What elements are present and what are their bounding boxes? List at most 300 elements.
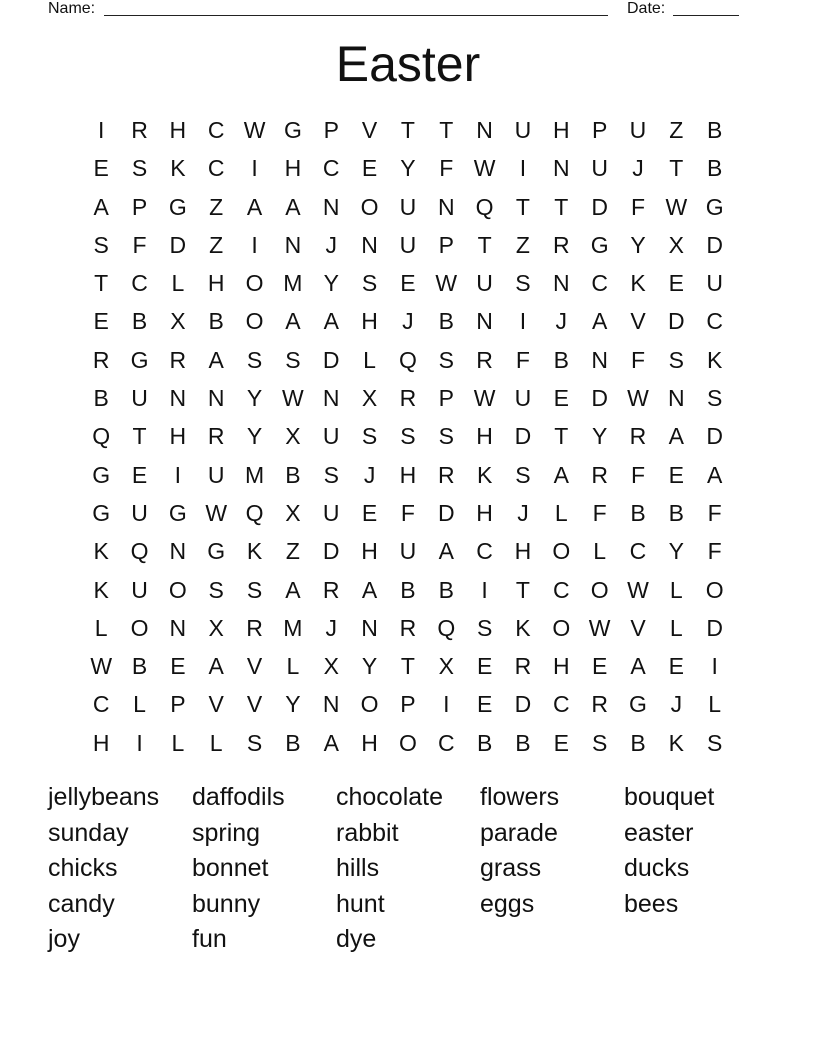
- grid-letter[interactable]: D: [668, 308, 685, 335]
- grid-letter[interactable]: I: [481, 576, 488, 603]
- grid-letter[interactable]: T: [554, 193, 569, 220]
- grid-letter[interactable]: L: [554, 499, 568, 526]
- grid-letter[interactable]: F: [439, 155, 454, 182]
- grid-letter[interactable]: E: [668, 653, 684, 680]
- grid-letter[interactable]: J: [363, 461, 376, 488]
- grid-letter[interactable]: V: [361, 117, 378, 143]
- grid-letter[interactable]: N: [476, 308, 493, 335]
- grid-letter[interactable]: C: [92, 691, 110, 718]
- grid-letter[interactable]: Y: [323, 270, 339, 297]
- grid-letter[interactable]: S: [668, 346, 684, 373]
- grid-letter[interactable]: U: [131, 499, 148, 526]
- grid-letter[interactable]: F: [132, 231, 147, 258]
- grid-letter[interactable]: F: [630, 193, 646, 220]
- grid-letter[interactable]: A: [438, 538, 454, 565]
- grid-letter[interactable]: W: [588, 614, 611, 641]
- grid-letter[interactable]: N: [361, 614, 378, 641]
- grid-letter[interactable]: C: [437, 729, 455, 756]
- grid-letter[interactable]: P: [438, 231, 454, 258]
- grid-letter[interactable]: U: [706, 270, 723, 297]
- grid-letter[interactable]: C: [131, 270, 148, 297]
- grid-letter[interactable]: W: [205, 499, 228, 526]
- grid-letter[interactable]: J: [402, 308, 414, 335]
- grid-letter[interactable]: U: [629, 117, 647, 143]
- grid-letter[interactable]: U: [476, 270, 493, 297]
- grid-letter[interactable]: R: [629, 423, 647, 450]
- grid-letter[interactable]: D: [437, 499, 455, 526]
- grid-letter[interactable]: U: [322, 423, 340, 450]
- grid-letter[interactable]: U: [399, 231, 417, 258]
- grid-letter[interactable]: S: [93, 231, 109, 258]
- grid-letter[interactable]: F: [592, 499, 607, 526]
- grid-letter[interactable]: U: [322, 499, 340, 526]
- grid-letter[interactable]: N: [207, 385, 225, 412]
- grid-letter[interactable]: T: [477, 231, 492, 258]
- grid-letter[interactable]: T: [515, 576, 530, 603]
- grid-letter[interactable]: I: [443, 691, 450, 718]
- grid-letter[interactable]: H: [476, 499, 493, 526]
- grid-letter[interactable]: O: [168, 576, 187, 603]
- grid-letter[interactable]: B: [131, 653, 148, 680]
- grid-letter[interactable]: C: [476, 538, 493, 565]
- grid-letter[interactable]: E: [476, 691, 493, 718]
- grid-letter[interactable]: S: [515, 461, 531, 488]
- grid-letter[interactable]: D: [706, 423, 723, 450]
- grid-letter[interactable]: B: [438, 308, 454, 335]
- grid-letter[interactable]: O: [590, 576, 609, 603]
- grid-letter[interactable]: E: [668, 461, 684, 488]
- grid-letter[interactable]: C: [552, 576, 570, 603]
- grid-letter[interactable]: H: [207, 270, 225, 297]
- grid-letter[interactable]: K: [515, 614, 531, 641]
- grid-letter[interactable]: G: [705, 193, 724, 220]
- grid-letter[interactable]: G: [92, 499, 111, 526]
- grid-letter[interactable]: S: [438, 346, 454, 373]
- grid-letter[interactable]: P: [591, 117, 608, 143]
- grid-letter[interactable]: W: [90, 653, 113, 680]
- grid-letter[interactable]: A: [707, 461, 723, 488]
- grid-letter[interactable]: E: [93, 155, 109, 182]
- grid-letter[interactable]: P: [400, 691, 416, 718]
- grid-letter[interactable]: B: [630, 499, 646, 526]
- grid-letter[interactable]: L: [286, 653, 300, 680]
- grid-letter[interactable]: D: [322, 346, 340, 373]
- grid-letter[interactable]: J: [325, 614, 337, 641]
- grid-letter[interactable]: W: [473, 155, 496, 182]
- grid-letter[interactable]: X: [361, 385, 378, 412]
- grid-letter[interactable]: S: [476, 614, 493, 641]
- grid-letter[interactable]: Y: [668, 538, 684, 565]
- grid-letter[interactable]: L: [209, 729, 223, 756]
- grid-letter[interactable]: S: [285, 346, 301, 373]
- grid-letter[interactable]: I: [174, 461, 182, 488]
- grid-letter[interactable]: I: [519, 308, 527, 335]
- grid-letter[interactable]: R: [246, 614, 263, 641]
- grid-letter[interactable]: L: [94, 614, 108, 641]
- grid-letter[interactable]: F: [707, 499, 722, 526]
- grid-letter[interactable]: J: [517, 499, 529, 526]
- grid-letter[interactable]: X: [285, 499, 301, 526]
- grid-letter[interactable]: O: [130, 614, 149, 641]
- grid-letter[interactable]: R: [552, 231, 570, 258]
- grid-letter[interactable]: Q: [437, 614, 456, 641]
- grid-letter[interactable]: L: [363, 346, 376, 373]
- grid-letter[interactable]: E: [170, 653, 186, 680]
- grid-letter[interactable]: D: [514, 423, 532, 450]
- grid-letter[interactable]: N: [322, 691, 340, 718]
- grid-letter[interactable]: B: [93, 385, 109, 412]
- grid-letter[interactable]: O: [705, 576, 724, 603]
- grid-letter[interactable]: A: [285, 193, 301, 220]
- grid-letter[interactable]: V: [246, 653, 263, 680]
- grid-letter[interactable]: N: [437, 193, 455, 220]
- grid-letter[interactable]: O: [360, 691, 379, 718]
- grid-letter[interactable]: S: [131, 155, 148, 182]
- grid-letter[interactable]: L: [171, 270, 185, 297]
- grid-letter[interactable]: G: [130, 346, 149, 373]
- grid-letter[interactable]: N: [169, 614, 187, 641]
- grid-letter[interactable]: B: [285, 729, 301, 756]
- grid-letter[interactable]: R: [399, 614, 417, 641]
- grid-letter[interactable]: R: [322, 576, 340, 603]
- grid-letter[interactable]: S: [438, 423, 454, 450]
- grid-letter[interactable]: J: [555, 308, 568, 335]
- grid-letter[interactable]: G: [207, 538, 226, 565]
- grid-letter[interactable]: W: [473, 385, 496, 412]
- grid-letter[interactable]: F: [400, 499, 415, 526]
- grid-letter[interactable]: A: [630, 653, 646, 680]
- grid-letter[interactable]: Y: [591, 423, 608, 450]
- date-blank-line: [673, 0, 739, 16]
- grid-letter[interactable]: E: [131, 461, 148, 488]
- grid-letter[interactable]: P: [131, 193, 148, 220]
- grid-letter[interactable]: V: [630, 308, 646, 335]
- grid-letter[interactable]: B: [476, 729, 493, 756]
- grid-letter[interactable]: T: [439, 117, 454, 143]
- grid-letter[interactable]: A: [285, 308, 301, 335]
- grid-letter[interactable]: A: [668, 423, 684, 450]
- grid-letter[interactable]: C: [591, 270, 608, 297]
- grid-letter[interactable]: L: [593, 538, 607, 565]
- grid-letter[interactable]: V: [246, 691, 263, 718]
- grid-letter[interactable]: I: [711, 653, 718, 680]
- grid-letter[interactable]: K: [93, 538, 109, 565]
- grid-letter[interactable]: I: [136, 729, 143, 756]
- grid-letter[interactable]: K: [707, 346, 723, 373]
- grid-letter[interactable]: W: [243, 117, 266, 143]
- grid-row: [82, 571, 734, 609]
- grid-letter[interactable]: S: [707, 729, 723, 756]
- grid-letter[interactable]: L: [171, 729, 185, 756]
- grid-letter[interactable]: R: [207, 423, 225, 450]
- grid-letter[interactable]: B: [630, 729, 646, 756]
- grid-letter[interactable]: N: [552, 270, 570, 297]
- grid-letter[interactable]: R: [591, 691, 608, 718]
- grid-letter[interactable]: S: [246, 576, 263, 603]
- grid-letter[interactable]: R: [591, 461, 608, 488]
- grid-letter[interactable]: X: [285, 423, 301, 450]
- grid-letter[interactable]: K: [668, 729, 684, 756]
- grid-letter[interactable]: S: [515, 270, 531, 297]
- grid-letter[interactable]: S: [707, 385, 723, 412]
- grid-letter[interactable]: S: [246, 346, 263, 373]
- grid-letter[interactable]: M: [283, 270, 303, 297]
- grid-letter[interactable]: D: [514, 691, 532, 718]
- grid-letter[interactable]: A: [591, 308, 608, 335]
- grid-letter[interactable]: I: [97, 117, 105, 143]
- grid-letter[interactable]: U: [399, 538, 417, 565]
- grid-letter[interactable]: B: [208, 308, 224, 335]
- grid-letter[interactable]: T: [400, 117, 415, 143]
- grid-letter[interactable]: R: [131, 117, 148, 143]
- grid-letter[interactable]: U: [131, 385, 148, 412]
- grid-letter[interactable]: E: [361, 499, 378, 526]
- grid-letter[interactable]: Z: [209, 231, 224, 258]
- grid-letter[interactable]: A: [323, 729, 339, 756]
- grid-letter[interactable]: Z: [285, 538, 300, 565]
- grid-letter[interactable]: H: [169, 117, 187, 143]
- grid-letter[interactable]: G: [283, 117, 302, 143]
- grid-letter[interactable]: G: [92, 461, 111, 488]
- grid-letter[interactable]: B: [707, 155, 723, 182]
- grid-letter[interactable]: D: [591, 385, 608, 412]
- grid-letter[interactable]: A: [93, 193, 109, 220]
- grid-letter[interactable]: K: [170, 155, 186, 182]
- word-row: [48, 887, 768, 923]
- grid-letter[interactable]: I: [519, 155, 527, 182]
- grid-letter[interactable]: D: [169, 231, 187, 258]
- grid-letter[interactable]: Y: [246, 423, 263, 450]
- grid-letter[interactable]: D: [706, 614, 723, 641]
- grid-letter[interactable]: W: [282, 385, 304, 412]
- grid-letter[interactable]: X: [438, 653, 454, 680]
- grid-letter[interactable]: L: [669, 576, 683, 603]
- grid-letter[interactable]: X: [170, 308, 186, 335]
- grid-letter[interactable]: N: [552, 155, 570, 182]
- grid-letter[interactable]: U: [514, 385, 532, 412]
- grid-letter[interactable]: D: [591, 193, 608, 220]
- grid-letter[interactable]: C: [706, 308, 723, 335]
- grid-letter[interactable]: K: [476, 461, 493, 488]
- grid-letter[interactable]: H: [169, 423, 187, 450]
- grid-letter[interactable]: A: [208, 653, 224, 680]
- grid-letter[interactable]: B: [553, 346, 569, 373]
- grid-letter[interactable]: I: [251, 231, 258, 258]
- grid-letter[interactable]: G: [168, 499, 187, 526]
- grid-letter[interactable]: A: [285, 576, 301, 603]
- grid-letter[interactable]: E: [553, 385, 569, 412]
- grid-letter[interactable]: U: [591, 155, 608, 182]
- grid-letter[interactable]: X: [323, 653, 339, 680]
- grid-letter[interactable]: B: [515, 729, 531, 756]
- grid-letter[interactable]: E: [668, 270, 684, 297]
- grid-letter[interactable]: C: [322, 155, 340, 182]
- grid-letter[interactable]: S: [361, 270, 378, 297]
- grid-letter[interactable]: N: [284, 231, 302, 258]
- grid-letter[interactable]: W: [627, 385, 649, 412]
- grid-letter[interactable]: E: [553, 729, 569, 756]
- grid-letter[interactable]: T: [669, 155, 684, 182]
- grid-letter[interactable]: S: [323, 461, 339, 488]
- grid-letter[interactable]: U: [207, 461, 225, 488]
- grid-letter[interactable]: C: [552, 691, 570, 718]
- grid-letter[interactable]: F: [630, 346, 646, 373]
- grid-letter[interactable]: Y: [630, 231, 646, 258]
- grid-letter[interactable]: R: [92, 346, 110, 373]
- grid-letter[interactable]: V: [208, 691, 224, 718]
- grid-letter[interactable]: F: [630, 461, 646, 488]
- grid-letter[interactable]: D: [322, 538, 340, 565]
- grid-letter[interactable]: Y: [361, 653, 378, 680]
- grid-letter[interactable]: M: [283, 614, 303, 641]
- grid-letter[interactable]: P: [438, 385, 454, 412]
- word-list-item: bunny: [192, 889, 261, 918]
- grid-letter[interactable]: F: [515, 346, 530, 373]
- grid-letter[interactable]: N: [591, 346, 608, 373]
- grid-letter[interactable]: T: [400, 653, 415, 680]
- grid-letter[interactable]: V: [630, 614, 646, 641]
- grid-letter[interactable]: R: [399, 385, 417, 412]
- grid-letter[interactable]: N: [476, 117, 493, 143]
- grid-letter[interactable]: M: [244, 461, 265, 488]
- grid-letter[interactable]: S: [246, 729, 263, 756]
- grid-letter[interactable]: N: [169, 538, 187, 565]
- grid-letter[interactable]: B: [285, 461, 301, 488]
- grid-letter[interactable]: W: [627, 576, 649, 603]
- grid-letter[interactable]: I: [251, 155, 258, 182]
- grid-letter[interactable]: N: [361, 231, 378, 258]
- grid-row: [82, 226, 734, 264]
- grid-letter[interactable]: U: [514, 117, 532, 143]
- grid-letter[interactable]: O: [552, 538, 571, 565]
- grid-letter[interactable]: O: [245, 270, 264, 297]
- grid-letter[interactable]: L: [708, 691, 722, 718]
- grid-letter[interactable]: E: [476, 653, 493, 680]
- grid-letter[interactable]: E: [591, 653, 608, 680]
- word-list-item: fun: [192, 925, 227, 953]
- grid-letter[interactable]: W: [665, 193, 688, 220]
- grid-letter[interactable]: H: [92, 729, 110, 756]
- grid-letter[interactable]: C: [207, 117, 225, 143]
- grid-letter[interactable]: Y: [400, 155, 416, 182]
- grid-letter[interactable]: K: [93, 576, 109, 603]
- grid-letter[interactable]: A: [323, 308, 339, 335]
- grid-letter[interactable]: C: [207, 155, 225, 182]
- grid-letter[interactable]: G: [629, 691, 647, 718]
- grid-letter[interactable]: B: [707, 117, 723, 143]
- grid-letter[interactable]: T: [94, 270, 109, 297]
- grid-letter[interactable]: T: [515, 193, 530, 220]
- grid-letter[interactable]: E: [93, 308, 109, 335]
- grid-letter[interactable]: T: [132, 423, 147, 450]
- grid-letter[interactable]: R: [514, 653, 532, 680]
- grid-letter[interactable]: B: [668, 499, 684, 526]
- grid-letter[interactable]: H: [552, 117, 570, 143]
- grid-letter[interactable]: H: [552, 653, 570, 680]
- grid-letter[interactable]: L: [669, 614, 683, 641]
- grid-letter[interactable]: Q: [475, 193, 494, 220]
- grid-letter[interactable]: A: [208, 346, 224, 373]
- grid-letter[interactable]: Z: [515, 231, 530, 258]
- grid-letter[interactable]: R: [476, 346, 493, 373]
- word-list: [48, 780, 768, 958]
- grid-letter[interactable]: A: [361, 576, 378, 603]
- grid-letter[interactable]: H: [284, 155, 302, 182]
- date-label: Date:: [627, 0, 666, 17]
- grid-letter[interactable]: G: [590, 231, 609, 258]
- grid-letter[interactable]: Z: [669, 117, 684, 143]
- grid-letter[interactable]: S: [400, 423, 416, 450]
- grid-letter[interactable]: H: [361, 538, 378, 565]
- grid-letter[interactable]: Q: [92, 423, 111, 450]
- grid-letter[interactable]: J: [670, 691, 683, 718]
- grid-letter[interactable]: W: [435, 270, 458, 297]
- grid-letter[interactable]: H: [361, 729, 378, 756]
- grid-letter[interactable]: S: [591, 729, 608, 756]
- grid-letter[interactable]: S: [208, 576, 224, 603]
- grid-letter[interactable]: U: [399, 193, 417, 220]
- grid-letter[interactable]: R: [169, 346, 187, 373]
- grid-letter[interactable]: Q: [398, 346, 417, 373]
- grid-letter[interactable]: O: [360, 193, 379, 220]
- grid-letter[interactable]: K: [246, 538, 263, 565]
- grid-letter[interactable]: Y: [285, 691, 301, 718]
- grid-letter[interactable]: L: [133, 691, 146, 718]
- grid-letter[interactable]: N: [668, 385, 685, 412]
- grid-letter[interactable]: O: [552, 614, 571, 641]
- grid-letter[interactable]: S: [361, 423, 378, 450]
- word-list-item: daffodils: [192, 783, 285, 811]
- grid-letter[interactable]: Q: [130, 538, 149, 565]
- grid-letter[interactable]: P: [323, 117, 339, 143]
- grid-letter[interactable]: F: [707, 538, 722, 565]
- grid-letter[interactable]: H: [514, 538, 532, 565]
- grid-letter[interactable]: J: [325, 231, 337, 258]
- grid-letter[interactable]: B: [131, 308, 148, 335]
- grid-letter[interactable]: H: [361, 308, 378, 335]
- grid-letter[interactable]: A: [553, 461, 569, 488]
- grid-letter[interactable]: D: [706, 231, 723, 258]
- grid-letter[interactable]: O: [245, 308, 264, 335]
- word-list-item: bonnet: [192, 854, 269, 882]
- grid-letter[interactable]: A: [246, 193, 263, 220]
- grid-letter[interactable]: N: [322, 193, 340, 220]
- grid-letter[interactable]: C: [629, 538, 647, 565]
- word-list-item: hills: [336, 854, 380, 882]
- grid-letter[interactable]: H: [476, 423, 493, 450]
- grid-letter[interactable]: J: [632, 155, 644, 182]
- grid-letter[interactable]: X: [208, 614, 224, 641]
- grid-letter[interactable]: O: [398, 729, 417, 756]
- grid-letter[interactable]: E: [400, 270, 416, 297]
- grid-letter[interactable]: Y: [246, 385, 263, 412]
- grid-letter[interactable]: T: [554, 423, 569, 450]
- grid-letter[interactable]: K: [630, 270, 646, 297]
- grid-letter[interactable]: B: [400, 576, 416, 603]
- grid-letter[interactable]: P: [170, 691, 186, 718]
- grid-letter[interactable]: Z: [209, 193, 224, 220]
- grid-letter[interactable]: G: [168, 193, 187, 220]
- grid-letter[interactable]: N: [322, 385, 340, 412]
- grid-letter[interactable]: X: [668, 231, 684, 258]
- grid-letter[interactable]: Q: [245, 499, 264, 526]
- grid-letter[interactable]: R: [437, 461, 455, 488]
- grid-letter[interactable]: H: [399, 461, 417, 488]
- grid-letter[interactable]: E: [361, 155, 378, 182]
- grid-letter[interactable]: U: [131, 576, 148, 603]
- grid-letter[interactable]: N: [169, 385, 187, 412]
- grid-letter[interactable]: B: [438, 576, 454, 603]
